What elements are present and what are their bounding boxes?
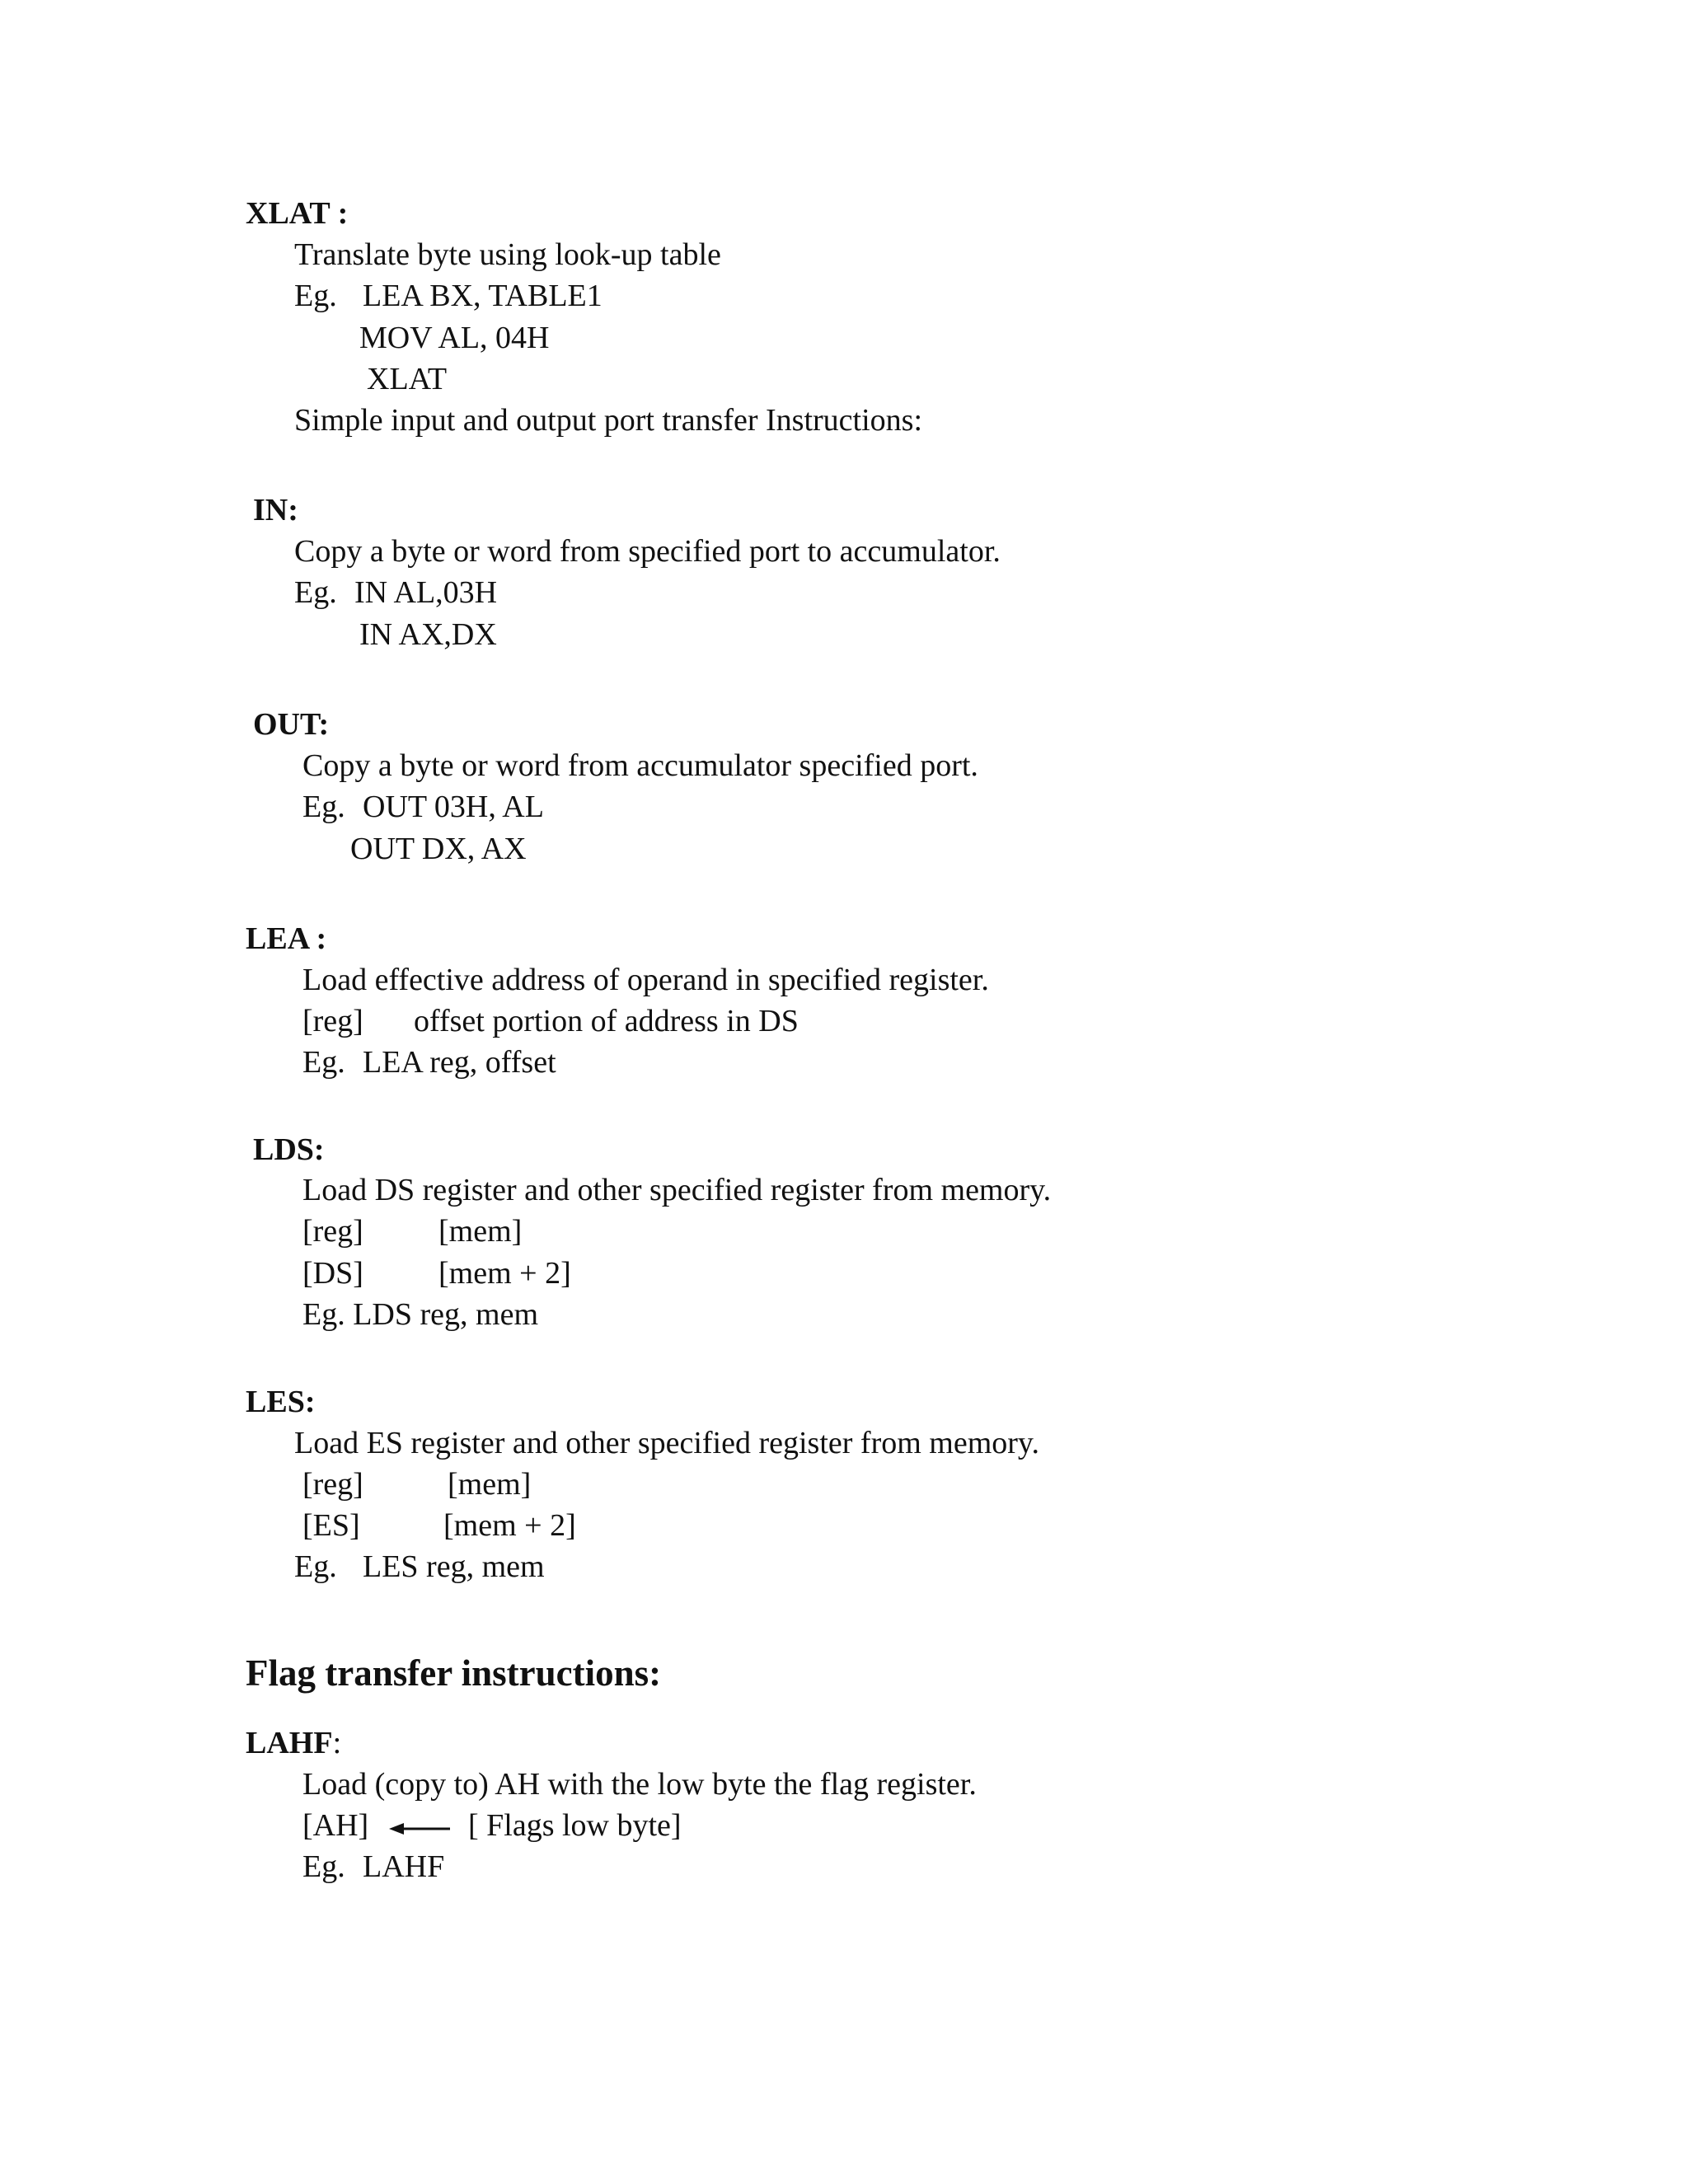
les-eg-line-1: LES reg, mem — [363, 1549, 545, 1584]
lds-description: Load DS register and other specified register from memory. — [302, 1173, 1052, 1207]
lahf-heading — [246, 1727, 341, 1759]
lahf-eg-label: Eg. — [302, 1849, 345, 1884]
in-eg-line-1: IN AL,03H — [354, 575, 498, 610]
les-operand-1-left: [reg] — [302, 1467, 363, 1502]
les-heading: LES: — [246, 1385, 316, 1419]
lea-eg-label: Eg. — [302, 1045, 345, 1080]
xlat-heading: XLAT : — [246, 196, 349, 231]
left-arrow-icon — [387, 1820, 453, 1838]
lds-operand-1-left: [reg] — [302, 1214, 363, 1249]
in-eg-label: Eg. — [294, 575, 337, 610]
xlat-eg-line-2: MOV AL, 04H — [359, 321, 550, 355]
xlat-eg-label: Eg. — [294, 279, 337, 313]
in-eg-line-2: IN AX,DX — [359, 617, 497, 652]
lahf-heading-colon: : — [332, 1726, 342, 1760]
in-description: Copy a byte or word from specified port to accumulator. — [294, 534, 1001, 569]
io-intro-text: Simple input and output port transfer Instructions: — [294, 403, 923, 438]
lea-operand-right: offset portion of address in DS — [414, 1004, 799, 1038]
les-operand-2-left: [ES] — [302, 1508, 360, 1543]
les-description: Load ES register and other specified register from memory. — [294, 1426, 1039, 1460]
lds-operand-2-right: [mem + 2] — [438, 1256, 571, 1291]
out-eg-line-1: OUT 03H, AL — [363, 790, 544, 824]
lahf-heading-label: LAHF — [246, 1726, 333, 1760]
lea-heading: LEA : — [246, 921, 327, 956]
section-title-flag-transfer: Flag transfer instructions: — [246, 1652, 662, 1694]
xlat-eg-line-1: LEA BX, TABLE1 — [363, 279, 603, 313]
lds-operand-1-right: [mem] — [438, 1214, 523, 1249]
lahf-description: Load (copy to) AH with the low byte the flag register. — [302, 1767, 977, 1802]
out-heading: OUT: — [253, 707, 330, 742]
les-operand-1-right: [mem] — [448, 1467, 532, 1502]
xlat-eg-line-3: XLAT — [367, 362, 448, 396]
lahf-operand-left: [AH] — [302, 1808, 369, 1843]
xlat-description: Translate byte using look-up table — [294, 237, 721, 272]
lds-heading: LDS: — [253, 1132, 325, 1167]
lea-eg-line-1: LEA reg, offset — [363, 1045, 556, 1080]
out-description: Copy a byte or word from accumulator specified port. — [302, 748, 978, 783]
in-heading: IN: — [253, 493, 298, 527]
lahf-operand-right: [ Flags low byte] — [468, 1808, 682, 1843]
lds-eg-line-1: Eg. LDS reg, mem — [302, 1297, 539, 1332]
out-eg-label: Eg. — [302, 790, 345, 824]
les-operand-2-right: [mem + 2] — [443, 1508, 576, 1543]
lea-description: Load effective address of operand in specified register. — [302, 963, 989, 997]
lds-operand-2-left: [DS] — [302, 1256, 363, 1291]
out-eg-line-2: OUT DX, AX — [350, 832, 527, 866]
les-eg-label: Eg. — [294, 1549, 337, 1584]
lahf-eg-line-1: LAHF — [363, 1849, 445, 1884]
lea-operand-left: [reg] — [302, 1004, 363, 1038]
